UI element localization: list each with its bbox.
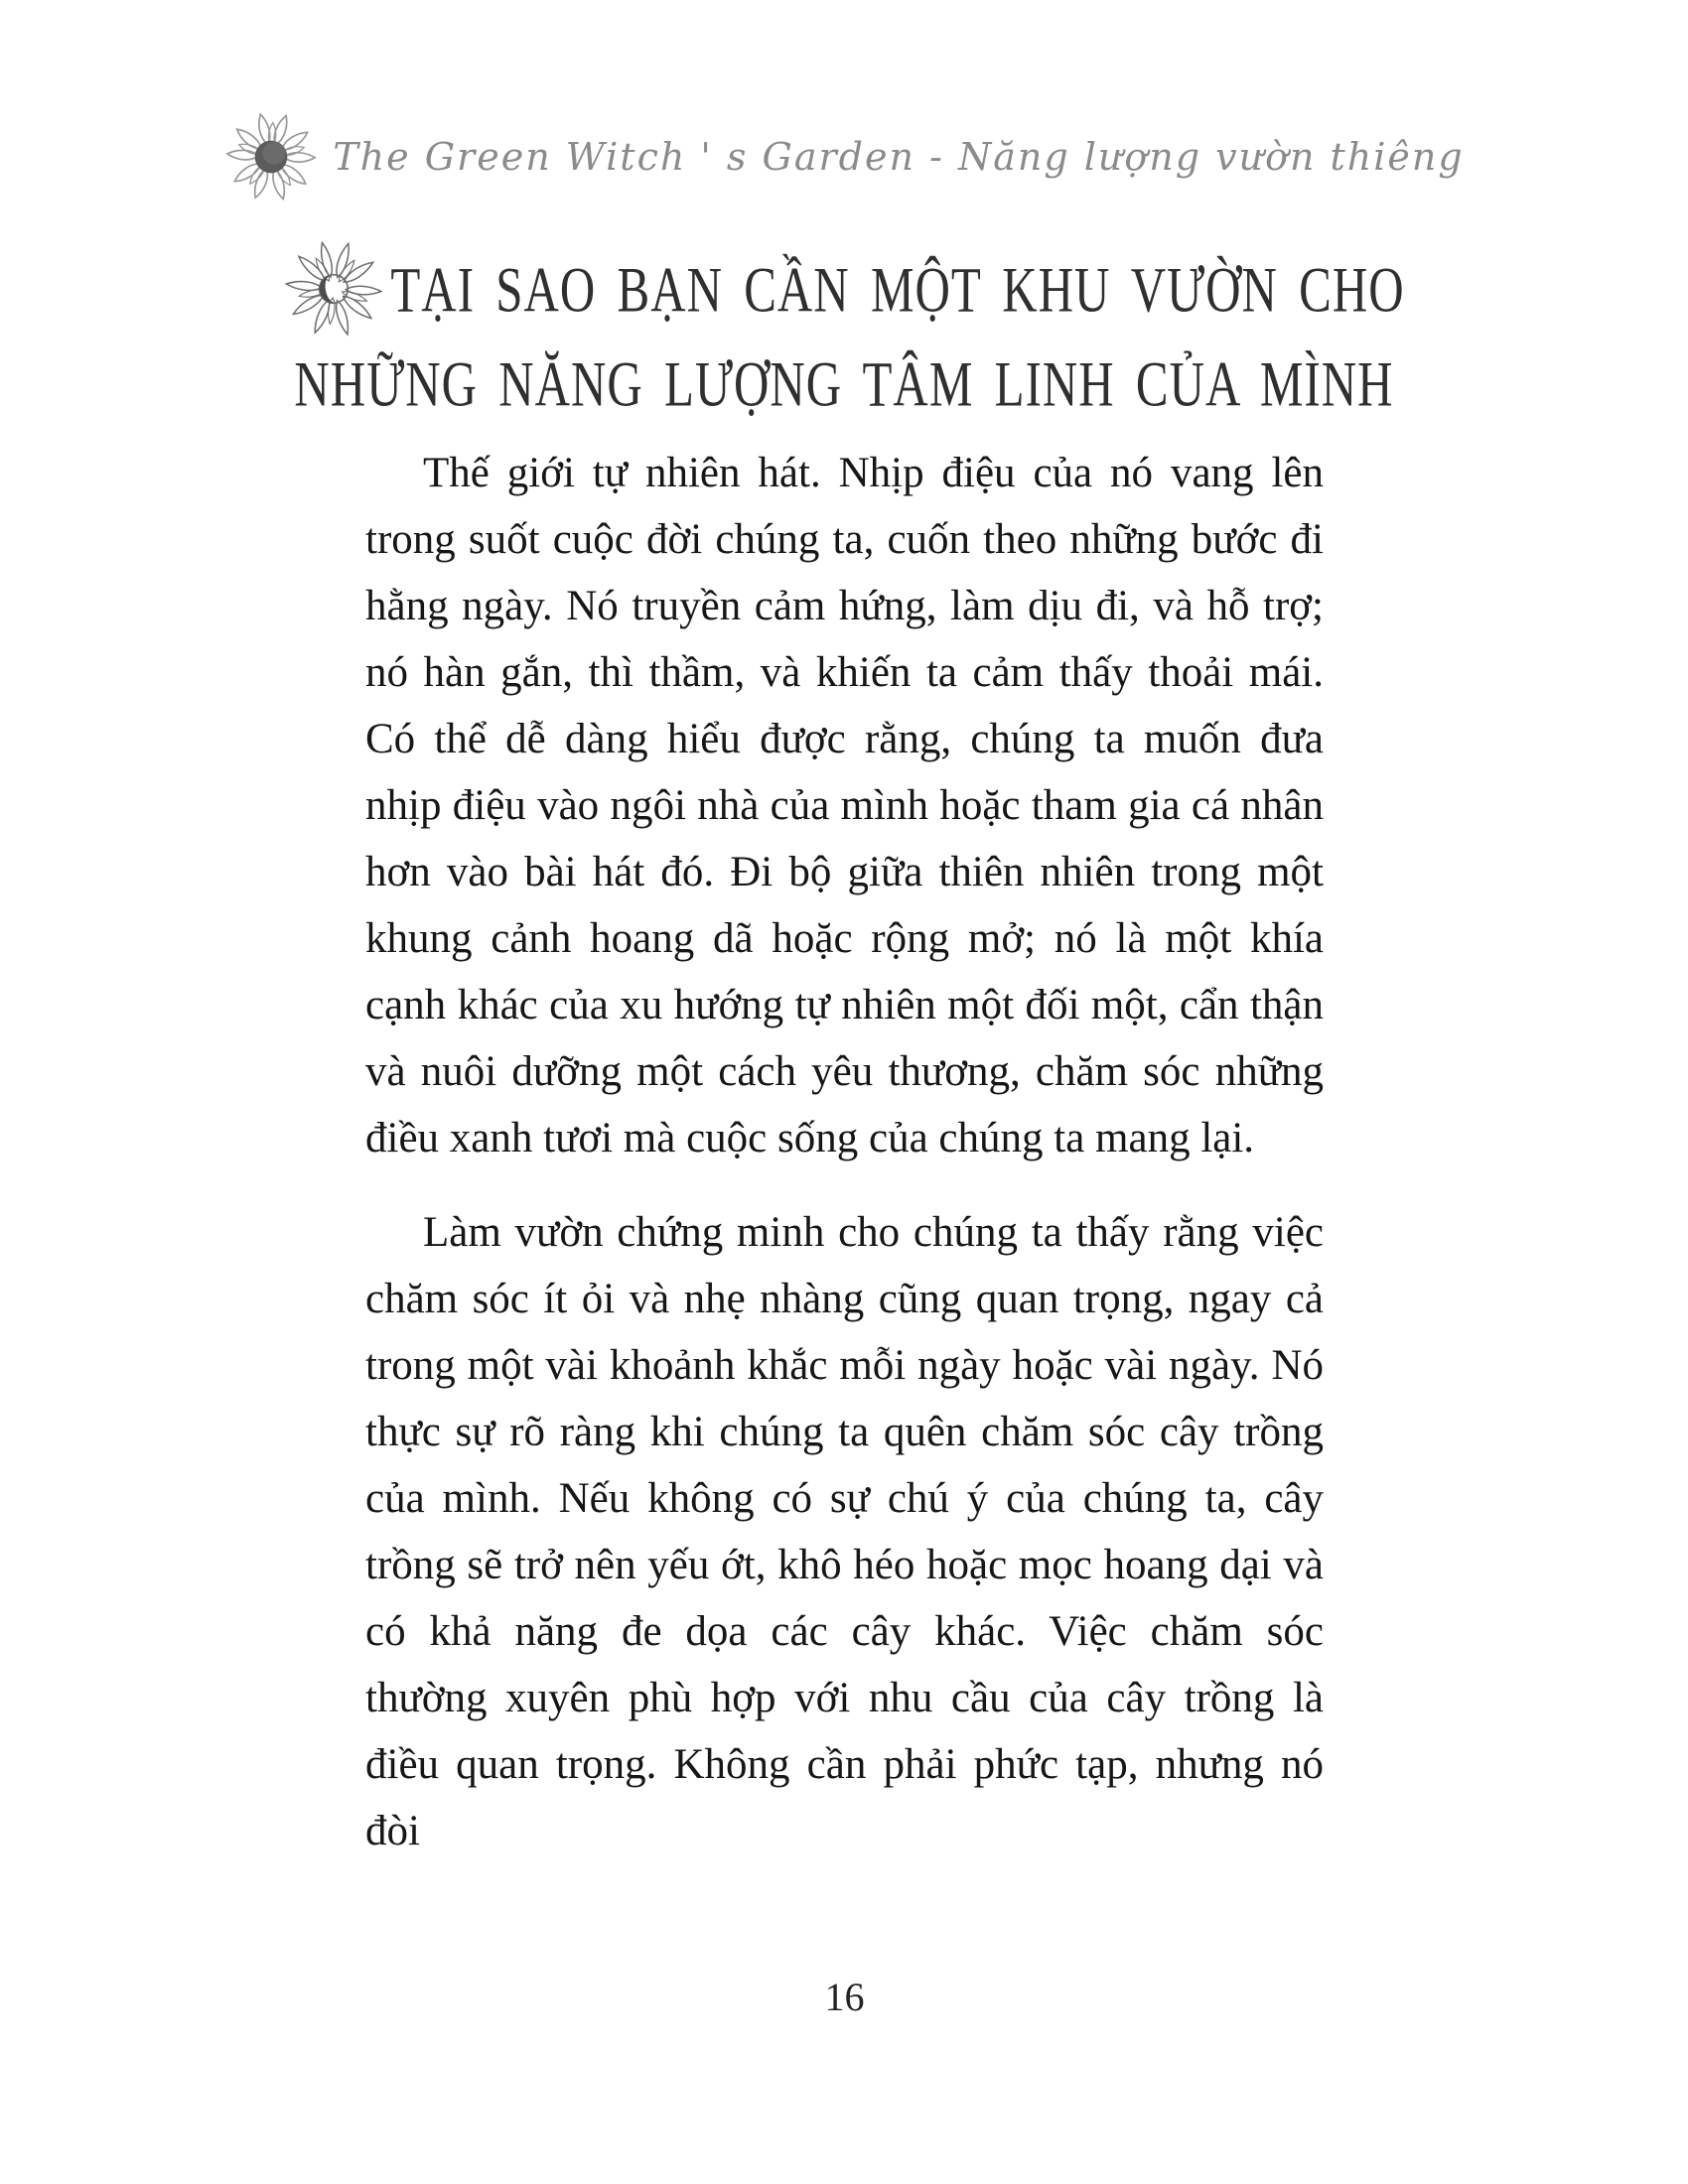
paragraph-2: Làm vườn chứng minh cho chúng ta thấy rằng việc chăm sóc ít ỏi và nhẹ nhàng cũng quan trọng, ngay cả trong một vài khoảnh khắc mỗi ngày hoặc vài ngày. Nó thực sự rõ ràng khi chúng ta quên chăm sóc cây trồng của mình. Nếu không có sự chú ý của chúng ta, cây trồng sẽ trở nên yếu ớt, khô héo hoặc mọc hoang dại và có khả năng đe dọa các cây khác. Việc chăm sóc thường xuyên phù hợp với nhu cầu của cây trồng là điều quan trọng. Không cần phải phức tạp, nhưng nó đòi	[365, 1209, 1324, 1854]
book-header	[0, 0, 1688, 205]
chapter-title	[0, 238, 1688, 420]
body-text	[365, 440, 1324, 1864]
book-title-text: The Green Witch ' s Garden - Năng lượng vườn thiêng	[333, 135, 1465, 179]
sunflower-moon-icon	[277, 231, 391, 345]
chapter-title-text-1: TẠI SAO BẠN CẦN MỘT KHU VƯỜN CHO	[390, 252, 1405, 326]
chapter-title-text-2: NHỮNG NĂNG LƯỢNG TÂM LINH CỦA MÌNH	[294, 347, 1394, 420]
paragraph-1: Thế giới tự nhiên hát. Nhịp điệu của nó vang lên trong suốt cuộc đời chúng ta, cuốn theo những bước đi hằng ngày. Nó truyền cảm hứng, làm dịu đi, và hỗ trợ; nó hàn gắn, thì thầm, và khiến ta cảm thấy thoải mái. Có thể dễ dàng hiểu được rằng, chúng ta muốn đưa nhịp điệu vào ngôi nhà của mình hoặc tham gia cá nhân hơn vào bài hát đó. Đi bộ giữa thiên nhiên trong một khung cảnh hoang dã hoặc rộng mở; nó là một khía cạnh khác của xu hướng tự nhiên một đối một, cẩn thận và nuôi dưỡng một cách yêu thương, chăm sóc những điều xanh tươi mà cuộc sống của chúng ta mang lại.	[365, 450, 1324, 1161]
sunflower-icon	[213, 99, 329, 214]
chapter-title-line-2	[0, 347, 1688, 420]
chapter-title-line-1	[0, 238, 1688, 340]
page-number: 16	[824, 1975, 865, 2019]
